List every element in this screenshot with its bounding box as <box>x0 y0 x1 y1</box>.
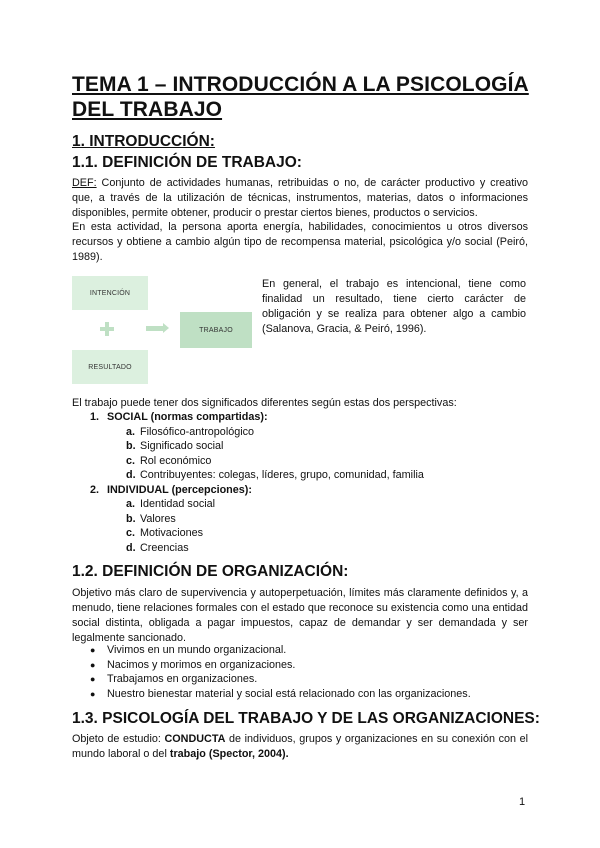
def-text: Conjunto de actividades humanas, retribuidas o no, de carácter productivo y creativo que, a través de la utilización de técnicas, instrumentos, materias, datos o informaciones disponibles, permite obtener, producir o prestar ciertos bienes, productos o servicios. <box>72 177 528 219</box>
document-title: TEMA 1 – INTRODUCCIÓN A LA PSICOLOGÍA DEL TRABAJO <box>72 73 529 121</box>
list-item-individual: 2. INDIVIDUAL (percepciones): <box>90 484 252 496</box>
bullet-icon: ● <box>90 674 96 684</box>
list-item: a. Filosófico-antropológico <box>126 426 255 438</box>
list-item: d. Creencias <box>126 542 189 554</box>
list-item: b. Significado social <box>126 440 224 452</box>
def-label: DEF: <box>72 177 97 189</box>
section-introduccion-heading: 1. INTRODUCCIÓN: <box>72 133 215 150</box>
objeto-paragraph: Objeto de estudio: CONDUCTA de individuos, grupos y organizaciones en su conexión con el mundo laboral o del trabajo (Spector, 2004). <box>72 733 528 760</box>
section-definicion-trabajo-heading: 1.1. DEFINICIÓN DE TRABAJO: <box>72 154 302 171</box>
diagram-box-resultado: RESULTADO <box>72 350 148 384</box>
page-number: 1 <box>519 796 526 808</box>
section-psicologia-heading: 1.3. PSICOLOGÍA DEL TRABAJO Y DE LAS ORGANIZACIONES: <box>72 710 540 727</box>
arrow-right-icon <box>146 326 164 331</box>
bullet-icon: ● <box>90 660 96 670</box>
list-item: ● Nacimos y morimos en organizaciones. <box>90 659 296 671</box>
list-item: d. Contribuyentes: colegas, líderes, grupo, comunidad, familia <box>126 469 424 481</box>
plus-icon <box>100 322 114 336</box>
list-item: c. Motivaciones <box>126 527 204 539</box>
bullet-icon: ● <box>90 689 96 699</box>
list-item-social: 1. SOCIAL (normas compartidas): <box>90 411 268 423</box>
list-item: ● Trabajamos en organizaciones. <box>90 673 258 685</box>
list-item: ● Nuestro bienestar material y social está relacionado con las organizaciones. <box>90 688 471 700</box>
section-definicion-organizacion-heading: 1.2. DEFINICIÓN DE ORGANIZACIÓN: <box>72 563 349 580</box>
social-label: SOCIAL (normas compartidas): <box>107 411 268 423</box>
activity-paragraph: En esta actividad, la persona aporta energía, habilidades, conocimientos u otros diversos recursos y obtiene a cambio algún tipo de recompensa material, psicológica y/o social (Peiró, 1989). <box>72 221 528 263</box>
list-item: b. Valores <box>126 513 176 525</box>
general-paragraph: En general, el trabajo es intencional, tiene como finalidad un resultado, tiene cierto carácter de obligación y se realiza para obtener algo a cambio (Salanova, Gracia, & Peiró, 1996). <box>262 278 526 335</box>
list-item: ● Vivimos en un mundo organizacional. <box>90 644 287 656</box>
perspectivas-paragraph: El trabajo puede tener dos significados diferentes según estas dos perspectivas: <box>72 397 457 409</box>
individual-label: INDIVIDUAL (percepciones): <box>107 484 252 496</box>
definition-paragraph <box>72 176 528 221</box>
list-item: a. Identidad social <box>126 498 216 510</box>
list-item: c. Rol económico <box>126 455 212 467</box>
bullet-icon: ● <box>90 645 96 655</box>
diagram-box-trabajo: TRABAJO <box>180 312 252 348</box>
organizacion-paragraph: Objetivo más claro de supervivencia y autoperpetuación, límites más claramente definidos y, a menudo, tiene relaciones formales con el estado que reconoce su existencia como una entidad social distinta, obligada a pagar impuestos, capaz de demandar y ser demandada y ser legalmente sancionado. <box>72 587 528 644</box>
diagram-box-intencion: INTENCIÓN <box>72 276 148 310</box>
trabajo-diagram <box>72 272 252 386</box>
